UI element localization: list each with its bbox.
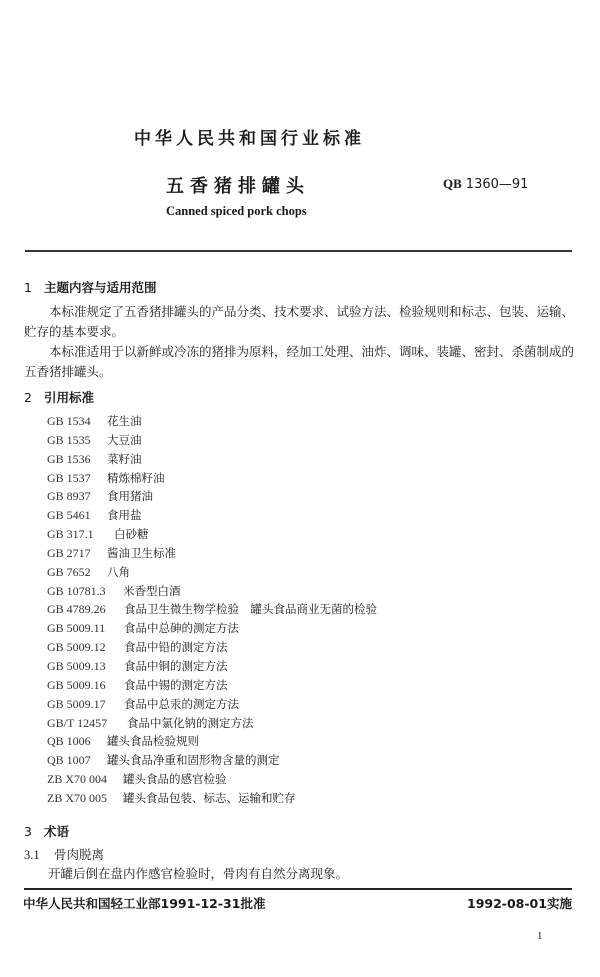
reference-item: GB 1536 菜籽油: [47, 451, 142, 466]
subsection-3-1-text: 开罐后倒在盘内作感官检验时，骨肉有自然分离现象。: [48, 866, 349, 881]
reference-item: GB 2717 酱油卫生标准: [47, 545, 176, 560]
section-1-paragraph-1: 本标准规定了五香猪排罐头的产品分类、技术要求、试验方法、检验规则和标志、包装、运输、贮存的基本要求。: [24, 304, 575, 339]
reference-item: GB 5009.13 食品中铜的测定方法: [47, 658, 228, 673]
section-number: 1: [24, 280, 32, 295]
reference-item: ZB X70 004 罐头食品的感官检验: [47, 772, 227, 787]
document-title-cn: 五香猪排罐头: [166, 176, 310, 197]
implementation-date: 1992-08-01实施: [467, 896, 572, 911]
reference-item: GB 10781.3 米香型白酒: [47, 583, 181, 598]
reference-item: GB 1535 大豆油: [47, 432, 142, 447]
section-number: 3: [24, 824, 32, 839]
reference-item: ZB X70 005 罐头食品包装、标志、运输和贮存: [47, 790, 296, 805]
section-1-paragraph-2: 本标准适用于以新鲜或冷冻的猪排为原料，经加工处理、油炸、调味、装罐、密封、杀菌制成的五香猪排罐头。: [24, 344, 575, 379]
reference-item: QB 1007 罐头食品净重和固形物含量的测定: [47, 753, 280, 768]
header-divider: [25, 250, 572, 252]
reference-item: GB 8937 食用猪油: [47, 489, 153, 504]
reference-item: GB 5461 食用盐: [47, 508, 142, 523]
footer-divider: [24, 888, 572, 890]
document-title-en: Canned spiced pork chops: [166, 204, 307, 218]
reference-item: GB 5009.16 食品中锡的测定方法: [47, 677, 228, 692]
section-number: 2: [24, 390, 32, 405]
subsection-3-1-heading: [24, 845, 104, 863]
reference-item: GB 317.1 白砂糖: [47, 527, 149, 542]
reference-item: GB 1537 精炼棉籽油: [47, 470, 165, 485]
section-title: 术语: [44, 824, 70, 839]
reference-item: GB 7652 八角: [47, 564, 130, 579]
page-number: 1: [537, 930, 543, 942]
section-3-heading: [24, 822, 69, 840]
standard-type-header: 中华人民共和国行业标准: [134, 129, 365, 149]
reference-item: GB 5009.17 食品中总汞的测定方法: [47, 696, 239, 711]
section-1-heading: [24, 278, 157, 296]
approval-statement: 中华人民共和国轻工业部1991-12-31批准: [23, 896, 266, 911]
standard-code: [443, 176, 528, 192]
section-title: 引用标准: [44, 390, 95, 405]
subsection-number: 3.1: [24, 848, 40, 862]
standard-code-prefix: QB: [443, 176, 462, 191]
section-title: 主题内容与适用范围: [44, 280, 157, 295]
reference-item: GB 5009.11 食品中总砷的测定方法: [47, 621, 239, 636]
reference-item: GB/T 12457 食品中氯化钠的测定方法: [47, 715, 254, 730]
reference-item: GB 1534 花生油: [47, 414, 142, 428]
reference-item: GB 5009.12 食品中铅的测定方法: [47, 640, 228, 655]
section-2-heading: [24, 388, 94, 406]
reference-item: GB 4789.26 食品卫生微生物学检验 罐头食品商业无菌的检验: [47, 602, 377, 617]
standard-code-number: 1360—91: [465, 177, 529, 192]
reference-standards-list: [47, 412, 377, 808]
reference-item: QB 1006 罐头食品检验规则: [47, 734, 199, 749]
subsection-title: 骨肉脱离: [54, 847, 105, 862]
